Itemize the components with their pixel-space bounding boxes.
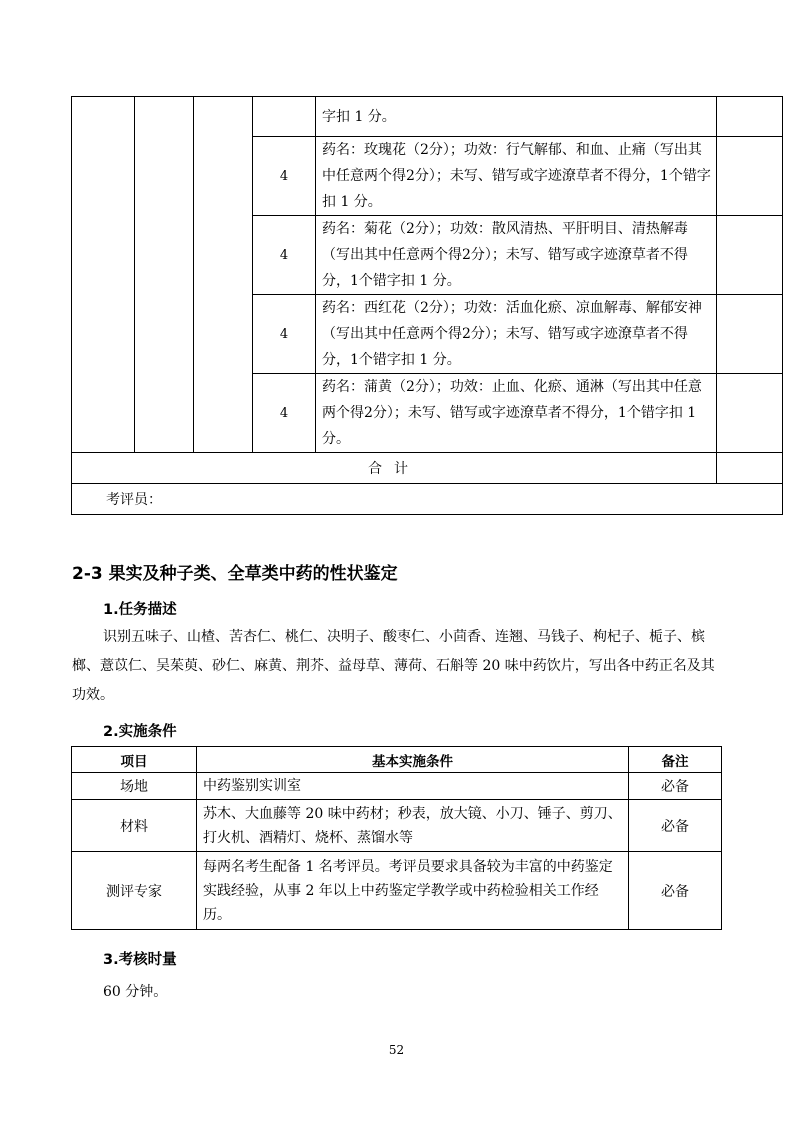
item-cell xyxy=(194,97,253,453)
condition-note: 必备 xyxy=(629,852,722,930)
header-item: 项目 xyxy=(72,747,197,773)
time-text: 60 分钟。 xyxy=(103,984,168,1000)
score-row xyxy=(72,97,783,137)
score-cell xyxy=(717,374,783,453)
conditions-row xyxy=(72,800,722,852)
criteria-cell: 字扣 1 分。 xyxy=(316,97,717,137)
criteria-cell: 药名：蒲黄（2分）；功效：止血、化瘀、通淋（写出其中任意两个得2分）；未写、错写或字迹潦草者不得分，1个错字扣 1 分。 xyxy=(316,374,717,453)
conditions-heading: 2.实施条件 xyxy=(103,724,177,740)
category-cell xyxy=(72,97,135,453)
condition-item: 场地 xyxy=(72,773,197,800)
header-condition: 基本实施条件 xyxy=(197,747,629,773)
conditions-row xyxy=(72,773,722,800)
criteria-cell: 药名：玫瑰花（2分）；功效：行气解郁、和血、止痛（写出其中任意两个得2分）；未写、错写或字迹潦草者不得分，1个错字扣 1 分。 xyxy=(316,137,717,216)
score-cell xyxy=(717,216,783,295)
score-cell xyxy=(717,295,783,374)
section-title: 2-3 果实及种子类、全草类中药的性状鉴定 xyxy=(72,564,398,584)
points-cell: 4 xyxy=(253,137,316,216)
time-heading: 3.考核时量 xyxy=(103,952,177,968)
condition-text: 苏木、大血藤等 20 味中药材；秒表，放大镜、小刀、锤子、剪刀、打火机、酒精灯、烧杯、蒸馏水等 xyxy=(197,800,629,852)
subcategory-cell xyxy=(135,97,194,453)
criteria-cell: 药名：西红花（2分）；功效：活血化瘀、凉血解毒、解郁安神（写出其中任意两个得2分）；未写、错写或字迹潦草者不得分，1个错字扣 1 分。 xyxy=(316,295,717,374)
points-cell: 4 xyxy=(253,374,316,453)
conditions-header-row xyxy=(72,747,722,773)
condition-text: 中药鉴别实训室 xyxy=(197,773,629,800)
task-heading: 1.任务描述 xyxy=(103,602,177,618)
examiner-row xyxy=(72,484,783,515)
condition-item: 测评专家 xyxy=(72,852,197,930)
score-cell xyxy=(717,137,783,216)
condition-note: 必备 xyxy=(629,773,722,800)
points-cell: 4 xyxy=(253,295,316,374)
total-row xyxy=(72,453,783,484)
condition-text: 每两名考生配备 1 名考评员。考评员要求具备较为丰富的中药鉴定实践经验，从事 2 年以上中药鉴定学教学或中药检验相关工作经历。 xyxy=(197,852,629,930)
points-cell: 4 xyxy=(253,216,316,295)
points-cell xyxy=(253,97,316,137)
examiner-label: 考评员： xyxy=(72,484,783,515)
score-cell xyxy=(717,97,783,137)
conditions-row xyxy=(72,852,722,930)
page-number: 52 xyxy=(388,1043,405,1057)
total-score-cell xyxy=(717,453,783,484)
conditions-table xyxy=(71,746,722,930)
condition-item: 材料 xyxy=(72,800,197,852)
score-table xyxy=(71,96,783,515)
task-description: 识别五味子、山楂、苦杏仁、桃仁、决明子、酸枣仁、小茴香、连翘、马钱子、枸杞子、栀子、槟榔、薏苡仁、吴茱萸、砂仁、麻黄、荆芥、益母草、薄荷、石斛等 20 味中药饮片，写出各中药正名及其功效。 xyxy=(72,629,715,703)
header-note: 备注 xyxy=(629,747,722,773)
criteria-cell: 药名：菊花（2分）；功效：散风清热、平肝明目、清热解毒（写出其中任意两个得2分）；未写、错写或字迹潦草者不得分，1个错字扣 1 分。 xyxy=(316,216,717,295)
condition-note: 必备 xyxy=(629,800,722,852)
total-label: 合计 xyxy=(72,453,717,484)
